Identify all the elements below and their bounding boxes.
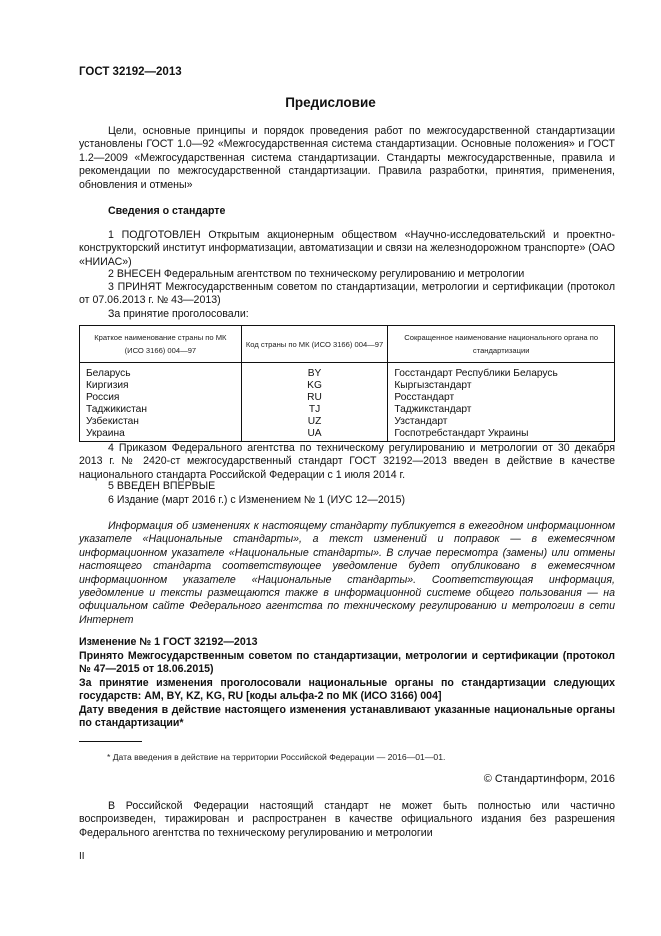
vote-label: За принятие проголосовали: bbox=[108, 308, 249, 320]
national-body: Госстандарт Республики Беларусь bbox=[388, 363, 615, 381]
copyright: © Стандартинформ, 2016 bbox=[483, 773, 615, 785]
country-code: KG bbox=[241, 380, 388, 392]
header-country-name: Краткое наименование страны по МК (ИСО 3166) 004—97 bbox=[80, 326, 242, 363]
country-code: TJ bbox=[241, 404, 388, 416]
standard-info-item-3: 3 ПРИНЯТ Межгосударственным советом по стандартизации, метрологии и сертификации (протокол от 07.06.2013 г. № 43—2013) bbox=[79, 281, 615, 307]
page-number: II bbox=[79, 851, 85, 862]
foreword-title: Предисловие bbox=[285, 95, 376, 110]
foreword-intro: Цели, основные принципы и порядок проведения работ по межгосударственной стандартизации установлены ГОСТ 1.0—92 «Межгосударственная система стандартизации. Основные положения» и ГОСТ 1.2—2009 «Межгосударственная система стандартизации. Стандарты межгосударственные, правила и рекомендации по межгосударственной стандартизации. Правила разработки, принятия, применения, обновления и отмены» bbox=[79, 125, 615, 191]
national-body: Таджикстандарт bbox=[388, 404, 615, 416]
standard-info-item-5: 5 ВВЕДЕН ВПЕРВЫЕ bbox=[108, 480, 216, 492]
country-name: Россия bbox=[80, 392, 242, 404]
country-name: Узбекистан bbox=[80, 416, 242, 428]
table-row bbox=[80, 380, 615, 392]
amendment-title: Изменение № 1 ГОСТ 32192—2013 bbox=[79, 636, 258, 648]
footnote-divider bbox=[79, 741, 142, 742]
amendment-info-note: Информация об изменениях к настоящему стандарту публикуется в ежегодном информационном указателе «Национальные стандарты», а текст изменений и поправок — в ежемесячном информационном указателе «Национальные стандарты». В случае пересмотра (замены) или отмены настоящего стандарта соответствующее уведомление будет опубликовано в ежемесячном информационном указателе «Национальные стандарты». Соответствующая информация, уведомление и тексты размещаются также в информационной системе общего пользования — на официальном сайте Федерального агентства по техническому регулированию и метрологии в сети Интернет bbox=[79, 520, 615, 626]
table-row bbox=[80, 392, 615, 404]
country-code: UZ bbox=[241, 416, 388, 428]
standard-info-item-1: 1 ПОДГОТОВЛЕН Открытым акционерным обществом «Научно-исследовательский и проектно-конструкторский институт информатизации, автоматизации и связи на железнодорожном транспорте» (ОАО «НИИАС») bbox=[79, 229, 615, 268]
national-body: Узстандарт bbox=[388, 416, 615, 428]
national-body: Госпотребстандарт Украины bbox=[388, 428, 615, 442]
national-body: Кыргызстандарт bbox=[388, 380, 615, 392]
countries-table bbox=[79, 325, 615, 442]
standard-info-item-6: 6 Издание (март 2016 г.) с Изменением № 1 (ИУС 12—2015) bbox=[108, 494, 405, 506]
country-name: Беларусь bbox=[80, 363, 242, 381]
country-name: Киргизия bbox=[80, 380, 242, 392]
country-name: Таджикистан bbox=[80, 404, 242, 416]
country-code: RU bbox=[241, 392, 388, 404]
table-row bbox=[80, 404, 615, 416]
amendment-voted: За принятие изменения проголосовали национальные органы по стандартизации следующих государств: AM, BY, KZ, KG, RU [коды альфа-2 по МК (ИСО 3166) 004] bbox=[79, 677, 615, 703]
table-row bbox=[80, 416, 615, 428]
standard-info-item-2: 2 ВНЕСЕН Федеральным агентством по техническому регулированию и метрологии bbox=[108, 268, 525, 280]
amendment-effective-date: Дату введения в действие настоящего изменения устанавливают указанные национальные органы по стандартизации* bbox=[79, 704, 615, 730]
reproduction-notice: В Российской Федерации настоящий стандарт не может быть полностью или частично воспроизведен, тиражирован и распространен в качестве официального издания без разрешения Федерального агентства по техническому регулированию и метрологии bbox=[79, 800, 615, 839]
document-id: ГОСТ 32192—2013 bbox=[79, 66, 182, 78]
table-row bbox=[80, 363, 615, 381]
header-national-body: Сокращенное наименование национального органа по стандартизации bbox=[388, 326, 615, 363]
country-code: UA bbox=[241, 428, 388, 442]
amendment-adopted: Принято Межгосударственным советом по стандартизации, метрологии и сертификации (протокол № 47—2015 от 18.06.2015) bbox=[79, 650, 615, 676]
standard-info-heading: Сведения о стандарте bbox=[108, 205, 226, 217]
table-header-row bbox=[80, 326, 615, 363]
standard-info-item-4: 4 Приказом Федерального агентства по техническому регулированию и метрологии от 30 декабря 2013 г. № 2420-ст межгосударственный стандарт ГОСТ 32192—2013 введен в действие в качестве национального стандарта Российской Федерации с 1 июля 2014 г. bbox=[79, 442, 615, 481]
national-body: Росстандарт bbox=[388, 392, 615, 404]
footnote: * Дата введения в действие на территории Российской Федерации — 2016—01—01. bbox=[107, 752, 446, 762]
header-country-code: Код страны по МК (ИСО 3166) 004—97 bbox=[241, 326, 388, 363]
country-code: BY bbox=[241, 363, 388, 381]
table-row bbox=[80, 428, 615, 442]
country-name: Украина bbox=[80, 428, 242, 442]
